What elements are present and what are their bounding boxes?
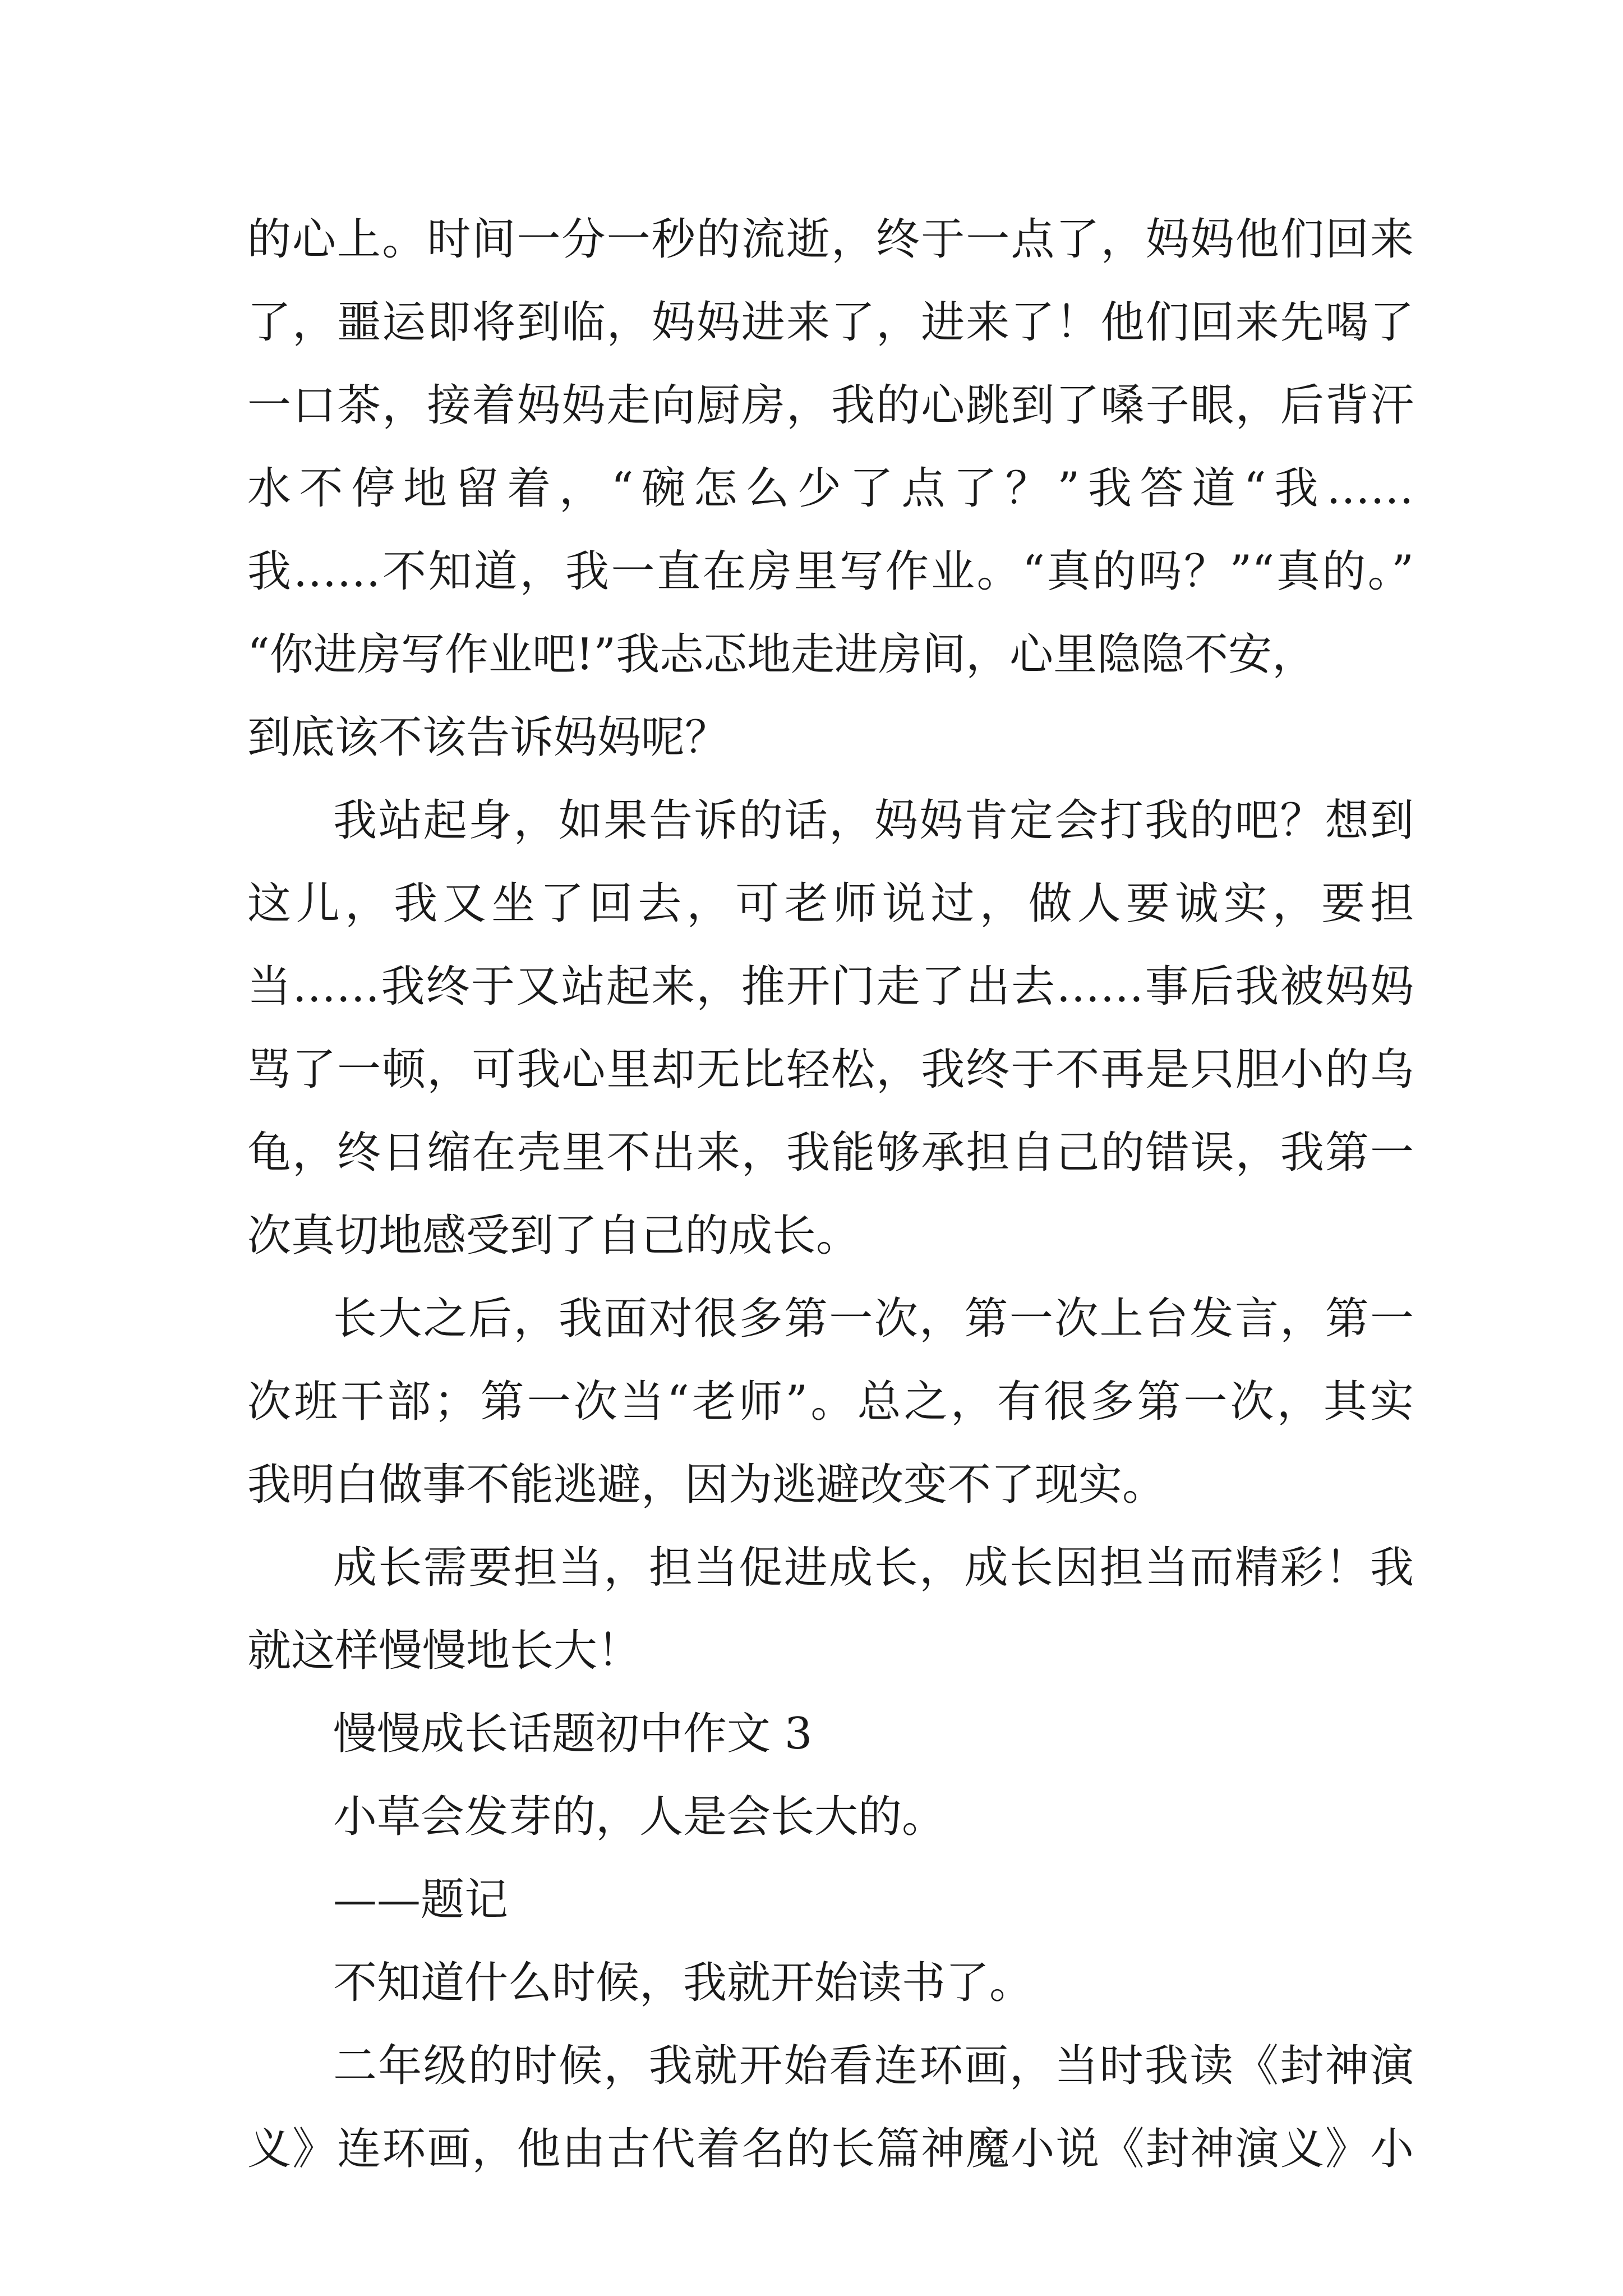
text-line: 当……我终于又站起来，推开门走了出去……事后我被妈妈 [247, 961, 1414, 1012]
text-line: 了，噩运即将到临，妈妈进来了，进来了！他们回来先喝了 [247, 297, 1414, 348]
text-line: 龟，终日缩在壳里不出来，我能够承担自己的错误，我第一 [247, 1128, 1414, 1178]
text-line: 就这样慢慢地长大！ [247, 1626, 642, 1676]
text-line: 骂了一顿，可我心里却无比轻松，我终于不再是只胆小的乌 [247, 1045, 1414, 1095]
paragraph-first-line: 不知道什么时候，我就开始读书了。 [333, 1958, 1034, 2008]
text-line: 这儿，我又坐了回去，可老师说过，做人要诚实，要担 [247, 878, 1414, 929]
paragraph-first-line: 二年级的时候，我就开始看连环画，当时我读《封神演 [333, 2041, 1414, 2091]
text-line: 义》连环画，他由古代着名的长篇神魔小说《封神演义》小 [247, 2124, 1414, 2174]
text-line: 的心上。时间一分一秒的流逝，终于一点了，妈妈他们回来 [247, 214, 1414, 265]
text-line: 次班干部；第一次当“老师”。总之，有很多第一次，其实 [247, 1377, 1414, 1427]
paragraph-first-line: 我站起身，如果告诉的话，妈妈肯定会打我的吧？想到 [333, 795, 1414, 846]
text-line: 一口茶，接着妈妈走向厨房，我的心跳到了嗓子眼，后背汗 [247, 380, 1414, 431]
epigraph: 小草会发芽的，人是会长大的。 [333, 1792, 946, 1842]
text-line: 水不停地留着，“碗怎么少了点了？”我答道“我…… [247, 463, 1414, 514]
epigraph-attribution: ——题记 [333, 1875, 509, 1925]
text-line: 次真切地感受到了自己的成长。 [247, 1211, 860, 1261]
essay-heading: 慢慢成长话题初中作文 3 [333, 1709, 813, 1759]
text-line: 我……不知道，我一直在房里写作业。“真的吗？”“真的。” [247, 546, 1414, 597]
text-line: 我明白做事不能逃避，因为逃避改变不了现实。 [247, 1460, 1166, 1510]
text-line: “你进房写作业吧!”我忐忑地走进房间，心里隐隐不安， [247, 629, 1316, 680]
paragraph-first-line: 成长需要担当，担当促进成长，成长因担当而精彩！我 [333, 1543, 1414, 1593]
paragraph-first-line: 长大之后，我面对很多第一次，第一次上台发言，第一 [333, 1294, 1414, 1344]
text-line: 到底该不该告诉妈妈呢？ [247, 712, 729, 763]
